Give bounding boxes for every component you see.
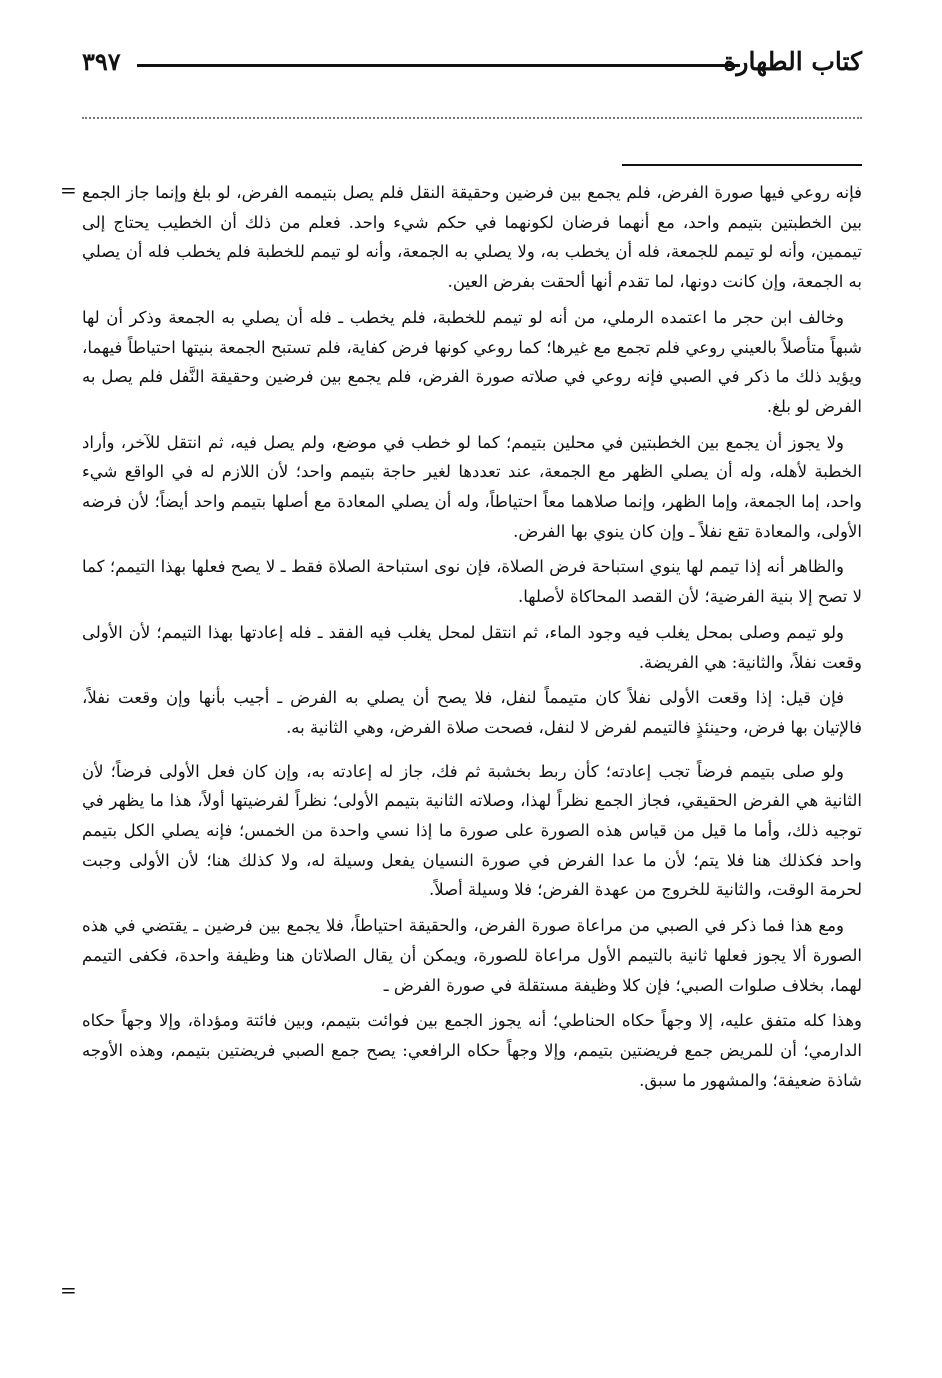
running-title: كتاب الطهارة [723,47,862,76]
continuation-marker-bottom: = [60,1278,77,1302]
header-rule [137,64,740,67]
dotted-separator [82,117,862,119]
footnote-rule [622,164,862,166]
footnote-body [82,178,862,1298]
paragraph: ولو صلى بتيمم فرضاً تجب إعادته؛ كأن ربط بخشبة ثم فك، جاز له إعادته به، وإن كان فعل الأولى فرضاً؛ لأن الثانية هي الفرض الحقيقي، فجاز الجمع نظراً لهذا، وصلاته الثانية بتيمم الأولى؛ نظراً لفرضيتها أولاً، هذا ما يظهر في توجيه ذلك، وأما ما قيل من قياس هذه الصورة على صورة ما إذا نسي واحدة من الخمس؛ فإنه يصلي الكل بتيمم واحد فكذلك هنا فلا يتم؛ لأن ما عدا الفرض في صورة النسيان يفعل وسيلة له، ولا كذلك هنا؛ لأن الأولى وجبت لحرمة الوقت، والثانية للخروج من عهدة الفرض؛ فلا وسيلة أصلاً. [82,761,862,900]
paragraph: وهذا كله متفق عليه، إلا وجهاً حكاه الحناطي؛ أنه يجوز الجمع بين فوائت بتيمم، وبين فائتة ومؤداة، وإلا وجهاً حكاه الدارمي؛ أن للمريض جمع فريضتين بتيمم، وإلا وجهاً حكاه الرافعي: يصح جمع الصبي فريضتين بتيمم، وهذه الأوجه شاذة ضعيفة؛ والمشهور ما سبق. [82,1011,862,1090]
paragraph: ومع هذا فما ذكر في الصبي من مراعاة صورة الفرض، والحقيقة احتياطاً، فلا يجمع بين فرضين ـ يقتضي في هذه الصورة ألا يجوز فعلها ثانية بالتيمم الأول مراعاة للصورة، ويمكن أن يقال الصلاتان هنا وظيفة واحدة، فكفى التيمم لهما، بخلاف صلوات الصبي؛ فإن كلا وظيفة مستقلة في صورة الفرض ـ [82,916,862,995]
paragraph: ولو تيمم وصلى بمحل يغلب فيه وجود الماء، ثم انتقل لمحل يغلب فيه الفقد ـ فله إعادتها بهذا التيمم؛ لأن الأولى وقعت نفلاً، والثانية: هي الفريضة. [82,622,862,672]
paragraph: فإنه روعي فيها صورة الفرض، فلم يجمع بين فرضين وحقيقة النقل فلم يصل بتيممه الفرض، لو بلغ وإنما جاز الجمع بين الخطبتين بتيمم واحد، مع أنهما فرضان لكونهما في حكم شيء واحد. فعلم من ذلك أن الخطيب يحتاج إلى تيممين، وأنه لو تيمم للجمعة، فله أن يخطب به، ولا يصلي به الجمعة، وأنه لو تيمم للخطبة فلم يخطب فله أن يصلي به الجمعة، وإن كانت دونها، لما تقدم أنها ألحقت بفرض العين. [82,183,862,292]
page-header [82,44,862,80]
paragraph: والظاهر أنه إذا تيمم لها ينوي استباحة فرض الصلاة، فإن نوى استباحة الصلاة فقط ـ لا يصح فعلها بهذا التيمم؛ كما لا تصح إلا بنية الفرضية؛ لأن القصد المحاكاة لأصلها. [82,557,862,607]
page-number: ٣٩٧ [82,47,121,76]
continuation-marker-top: = [60,178,77,202]
paragraph: وخالف ابن حجر ما اعتمده الرملي، من أنه لو تيمم للخطبة، فلم يخطب ـ فله أن يصلي به الجمعة وذكر أن لها شبهاً متأصلاً بالعيني روعي فلم تجمع مع غيرها؛ كما روعي كونها فرض كفاية، فلم تستبح الجمعة بنيتها احتياطاً فيهما، ويؤيد ذلك ما ذكر في الصبي فإنه روعي في صلاته صورة الفرض، فلم يجمع بين فرضين وحقيقة النَّفل فلم يصل به الفرض لو بلغ. [82,307,862,416]
paragraph: ولا يجوز أن يجمع بين الخطبتين في محلين بتيمم؛ كما لو خطب في موضع، ولم يصل فيه، ثم انتقل للآخر، وأراد الخطبة لأهله، وله أن يصلي الظهر مع الجمعة، عند تعددها لغير حاجة بتيمم واحد؛ لأن اللازم له في الواقع شيء واحد، إما الجمعة، وإما الظهر، وإنما صلاهما معاً احتياطاً، وله أن يصلي المعادة مع أصلها بتيمم واحد أيضاً؛ لأن فرضه الأولى، والمعادة تقع نفلاً ـ وإن كان ينوي بها الفرض. [82,432,862,541]
paragraph: فإن قيل: إذا وقعت الأولى نفلاً كان متيمماً لنفل، فلا يصح أن يصلي به الفرض ـ أجيب بأنها وإن وقعت نفلاً، فالإتيان بها فرض، وحينئذٍ فالتيمم لفرض لا لنفل، فصحت صلاة الفرض، وهي الثانية به. [82,688,862,737]
